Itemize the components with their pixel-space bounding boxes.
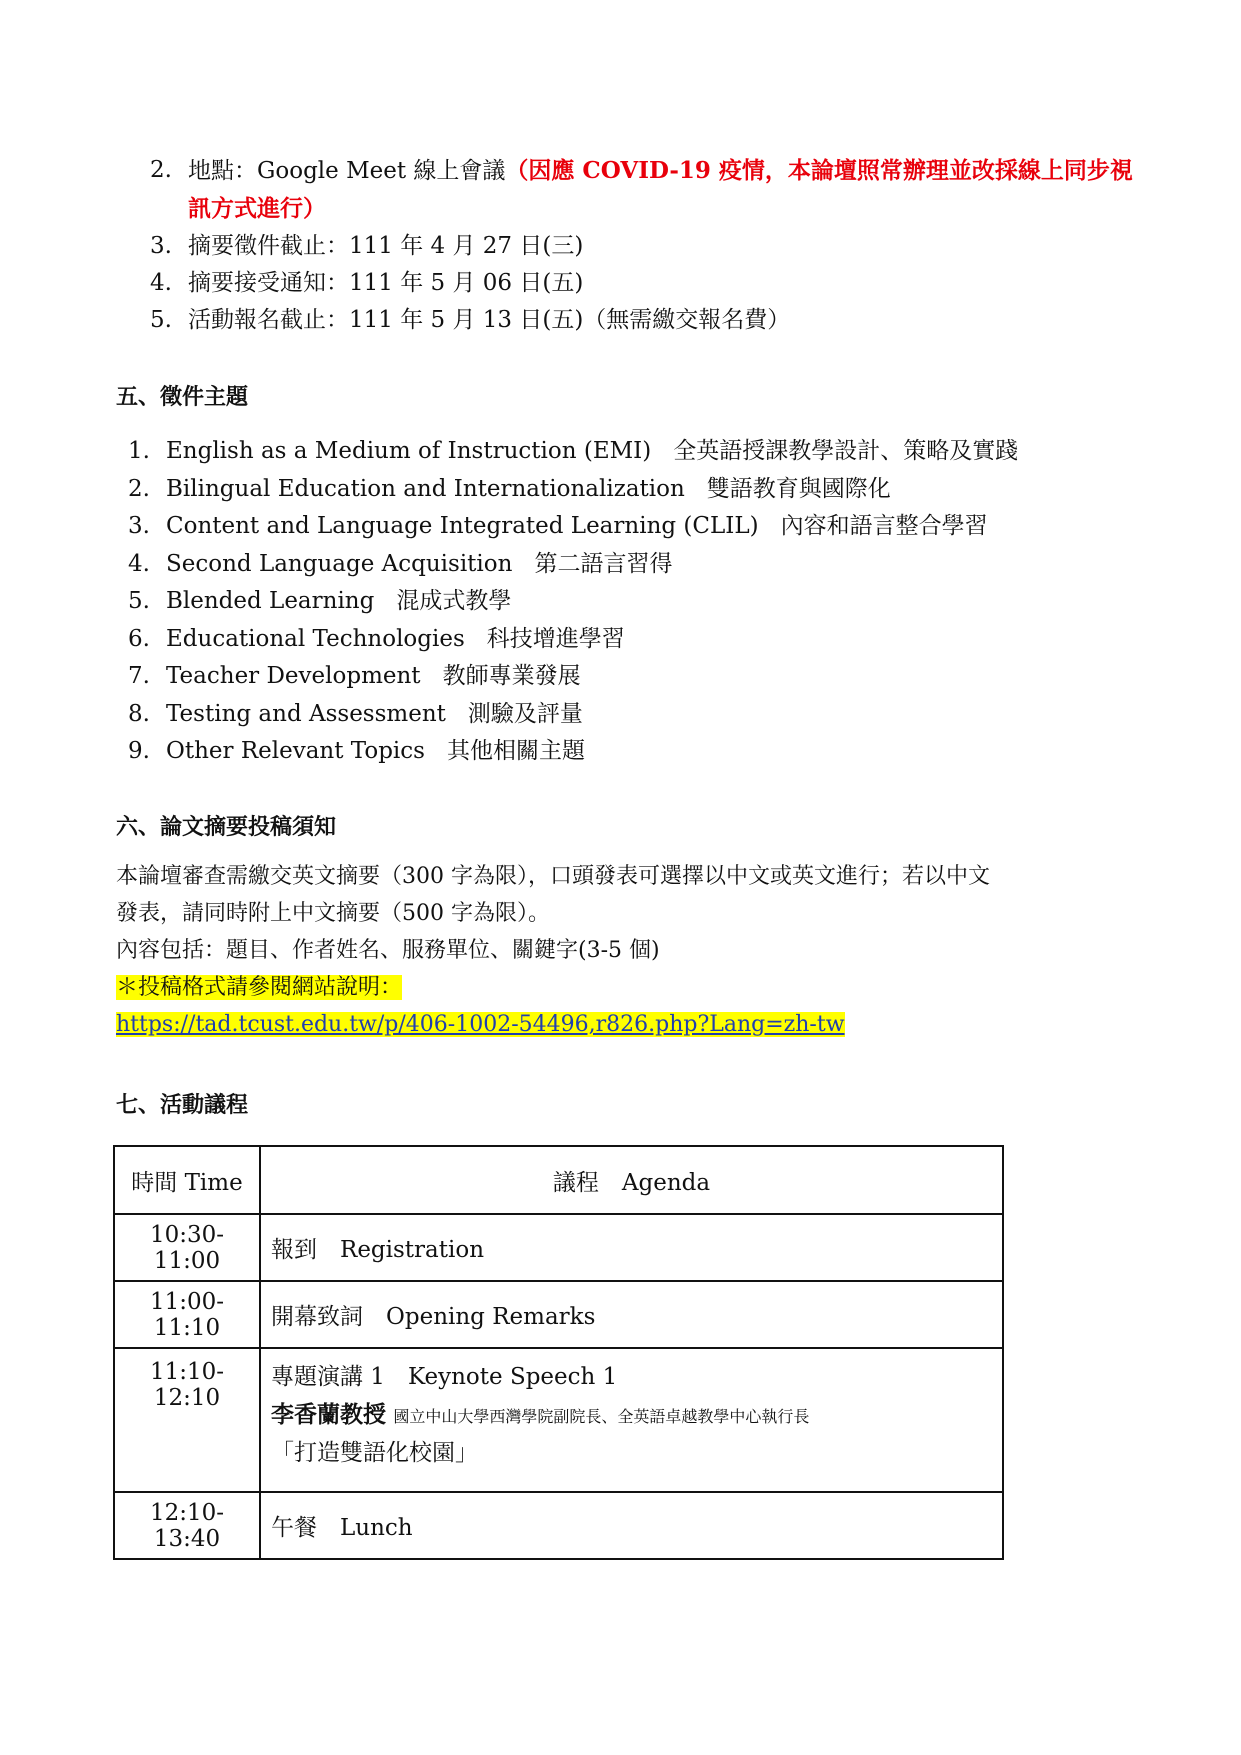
covid-notice: （因應 COVID-19 疫情，本論壇照常辦理並改採線上同步視訊方式進行）: [188, 157, 1133, 222]
topic-zh: 雙語教育與國際化: [706, 475, 891, 502]
talk-title: 「打造雙語化校園」: [271, 1440, 478, 1466]
speaker-name: 李香蘭教授: [271, 1401, 386, 1428]
topic-zh: 全英語授課教學設計、策略及實踐: [673, 438, 1019, 464]
topic-item: 6. Educational Technologies 科技增進學習: [128, 625, 625, 652]
schedule-list: [150, 152, 1150, 339]
topic-en: Teacher Development: [166, 663, 421, 689]
notes-line: 發表，請同時附上中文摘要（500 字為限）。: [116, 901, 550, 926]
topic-en: Content and Language Integrated Learning (CLIL): [166, 513, 759, 539]
topic-item: 9. Other Relevant Topics 其他相關主題: [128, 738, 585, 764]
table-row: [114, 1281, 1003, 1348]
time-header: 時間 Time: [114, 1146, 260, 1214]
topics-list: [128, 433, 1018, 771]
notes-line: 本論壇審查需繳交英文摘要（300 字為限），口頭發表可選擇以中文或英文進行；若以中文: [116, 864, 990, 889]
time-cell: 11:10-12:10: [114, 1348, 260, 1492]
agenda-cell: [260, 1348, 1003, 1492]
topic-zh: 混成式教學: [396, 588, 512, 614]
speaker-affiliation: 國立中山大學西灣學院副院長、全英語卓越教學中心執行長: [393, 1407, 810, 1426]
schedule-item-location: [150, 152, 1150, 228]
topic-zh: 測驗及評量: [467, 700, 583, 727]
table-row: [114, 1214, 1003, 1281]
item-number: 5.: [150, 307, 172, 333]
section-6-heading: 六、論文摘要投稿須知: [116, 814, 337, 840]
topic-en: Second Language Acquisition: [166, 550, 513, 577]
item-text: 摘要徵件截止：111 年 4 月 27 日(三): [188, 233, 584, 259]
topic-item: 8. Testing and Assessment 測驗及評量: [128, 700, 583, 727]
topic-zh: 其他相關主題: [446, 738, 585, 764]
topic-item: 7. Teacher Development 教師專業發展: [128, 663, 581, 689]
topic-en: Bilingual Education and Internationalization: [166, 475, 685, 502]
topic-zh: 教師專業發展: [442, 663, 581, 689]
item-number: 3.: [150, 233, 172, 259]
guidelines-link[interactable]: https://tad.tcust.edu.tw/p/406-1002-54496,r826.php?Lang=zh-tw: [116, 1012, 845, 1037]
topic-item: 3. Content and Language Integrated Learning (CLIL) 內容和語言整合學習: [128, 513, 988, 539]
submission-notes: [116, 858, 1126, 1043]
topic-item: 5. Blended Learning 混成式教學: [128, 588, 512, 614]
agenda-table: [113, 1145, 1004, 1560]
time-cell: 12:10-13:40: [114, 1492, 260, 1559]
schedule-item-registration-deadline: [150, 302, 1150, 339]
item-number: 2.: [150, 157, 172, 183]
topic-zh: 第二語言習得: [534, 550, 673, 577]
topic-en: Blended Learning: [166, 588, 375, 614]
keynote-title: 專題演講 1 Keynote Speech 1: [271, 1364, 618, 1390]
item-number: 4.: [150, 270, 172, 296]
schedule-item-abstract-deadline: [150, 228, 1150, 265]
table-row: [114, 1348, 1003, 1492]
section-5-heading: 五、徵件主題: [116, 384, 249, 410]
topic-en: Testing and Assessment: [166, 700, 446, 727]
format-notice: ＊投稿格式請參閱網站說明：: [116, 975, 403, 1000]
location-label: 地點：Google Meet 線上會議: [188, 158, 506, 184]
item-text: 摘要接受通知：111 年 5 月 06 日(五): [188, 270, 584, 296]
agenda-header: 議程 Agenda: [260, 1146, 1003, 1214]
agenda-cell: 開幕致詞 Opening Remarks: [260, 1281, 1003, 1348]
topic-en: English as a Medium of Instruction (EMI): [166, 438, 652, 464]
section-7-heading: 七、活動議程: [116, 1092, 249, 1118]
time-cell: 10:30-11:00: [114, 1214, 260, 1281]
agenda-cell: 午餐 Lunch: [260, 1492, 1003, 1559]
content-requirements: 內容包括：題目、作者姓名、服務單位、關鍵字(3-5 個): [116, 938, 660, 963]
topic-zh: 科技增進學習: [486, 625, 625, 652]
agenda-cell: 報到 Registration: [260, 1214, 1003, 1281]
topic-en: Educational Technologies: [166, 625, 465, 652]
item-text: 活動報名截止：111 年 5 月 13 日(五)（無需繳交報名費）: [188, 307, 791, 333]
table-row: [114, 1492, 1003, 1559]
topic-en: Other Relevant Topics: [166, 738, 425, 764]
topic-item: 2. Bilingual Education and Internationalization 雙語教育與國際化: [128, 475, 891, 502]
topic-zh: 內容和語言整合學習: [780, 513, 988, 539]
topic-item: 1. English as a Medium of Instruction (EMI) 全英語授課教學設計、策略及實踐: [128, 438, 1019, 464]
schedule-item-acceptance: [150, 265, 1150, 302]
time-cell: 11:00-11:10: [114, 1281, 260, 1348]
topic-item: 4. Second Language Acquisition 第二語言習得: [128, 550, 673, 577]
table-header-row: [114, 1146, 1003, 1214]
